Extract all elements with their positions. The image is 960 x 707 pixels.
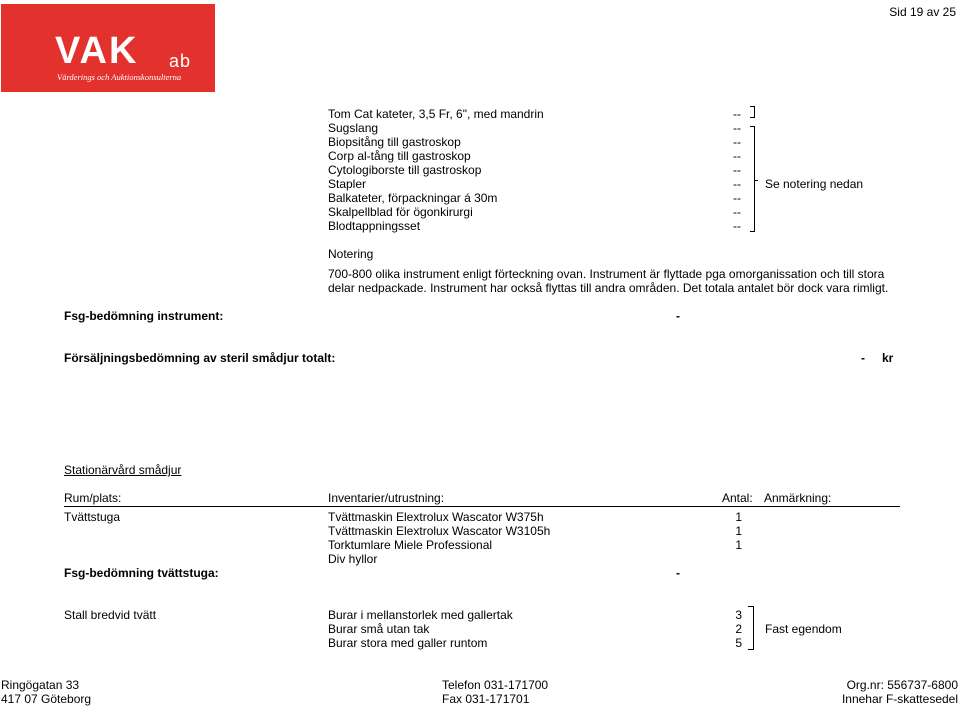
room-name: Stall bredvid tvätt	[64, 608, 157, 622]
instrument-name: Cytologiborste till gastroskop	[328, 163, 482, 177]
inventory-item: Burar i mellanstorlek med gallertak	[328, 608, 513, 622]
instrument-value: --	[733, 107, 741, 121]
inventory-count: 3	[735, 608, 742, 622]
instrument-name: Balkateter, förpackningar á 30m	[328, 191, 498, 205]
inventory-count: 2	[735, 622, 742, 636]
instrument-name: Sugslang	[328, 121, 379, 135]
instrument-value: --	[733, 177, 741, 191]
footer-city: 417 07 Göteborg	[1, 692, 92, 706]
instrument-name: Corp al-tång till gastroskop	[328, 149, 471, 163]
total-label: Försäljningsbedömning av steril smådjur totalt:	[64, 351, 336, 365]
header-count: Antal:	[722, 491, 753, 505]
instrument-value: --	[733, 191, 741, 205]
inventory-item: Tvättmaskin Elextrolux Wascator W375h	[328, 510, 544, 524]
bracket-note: Fast egendom	[765, 622, 842, 636]
fsg-instrument-value: -	[676, 309, 680, 323]
logo-text: VAK	[55, 30, 139, 72]
header-room: Rum/plats:	[64, 491, 122, 505]
total-value: -	[861, 351, 865, 365]
bracket-line	[750, 106, 755, 118]
section-title: Stationärvård smådjur	[64, 463, 182, 477]
bracket-note: Se notering nedan	[765, 177, 864, 191]
footer-fax: Fax 031-171701	[442, 692, 530, 706]
notering-line: delar nedpackade. Instrument har också flyttas till andra områden. Det totala antalet bör dock vara rimligt.	[328, 281, 889, 295]
instrument-value: --	[733, 163, 741, 177]
fsg-instrument-label: Fsg-bedömning instrument:	[64, 309, 224, 323]
fsg-tvattstuga-label: Fsg-bedömning tvättstuga:	[64, 566, 219, 580]
inventory-item: Burar små utan tak	[328, 622, 430, 636]
inventory-count: 1	[735, 510, 742, 524]
footer-orgnr: Org.nr: 556737-6800	[846, 678, 958, 692]
inventory-item: Burar stora med galler runtom	[328, 636, 488, 650]
bracket-line	[748, 606, 754, 650]
inventory-item: Torktumlare Miele Professional	[328, 538, 493, 552]
logo-suffix: ab	[169, 51, 192, 71]
footer-address: Ringögatan 33	[1, 678, 80, 692]
instrument-name: Tom Cat kateter, 3,5 Fr, 6", med mandrin	[328, 107, 544, 121]
instrument-name: Biopsitång till gastroskop	[328, 135, 461, 149]
header-note: Anmärkning:	[764, 491, 832, 505]
instrument-value: --	[733, 149, 741, 163]
instrument-value: --	[733, 205, 741, 219]
page-number: Sid 19 av 25	[889, 5, 956, 19]
header-inventory: Inventarier/utrustning:	[328, 491, 445, 505]
instrument-value: --	[733, 121, 741, 135]
inventory-item: Div hyllor	[328, 552, 378, 566]
instrument-name: Skalpellblad för ögonkirurgi	[328, 205, 473, 219]
inventory-count: 1	[735, 538, 742, 552]
inventory-count: 5	[735, 636, 742, 650]
instrument-name: Blodtappningsset	[328, 219, 421, 233]
total-unit: kr	[882, 351, 894, 365]
footer-fskatt: Innehar F-skattesedel	[841, 692, 958, 706]
bracket-tick	[754, 180, 758, 181]
fsg-tvattstuga-value: -	[676, 566, 680, 580]
notering-heading: Notering	[328, 247, 374, 261]
inventory-count: 1	[735, 524, 742, 538]
instrument-value: --	[733, 135, 741, 149]
instrument-name: Stapler	[328, 177, 367, 191]
logo-tagline: Värderings och Auktionskonsulterna	[57, 72, 182, 82]
vak-logo	[1, 4, 215, 92]
instrument-value: --	[733, 219, 741, 233]
footer-phone: Telefon 031-171700	[442, 678, 549, 692]
inventory-item: Tvättmaskin Elextrolux Wascator W3105h	[328, 524, 551, 538]
bracket-line	[750, 126, 755, 232]
notering-line: 700-800 olika instrument enligt förteckning ovan. Instrument är flyttade pga omorganissation och till stora	[328, 267, 885, 281]
header-rule	[64, 506, 900, 507]
room-name: Tvättstuga	[64, 510, 121, 524]
